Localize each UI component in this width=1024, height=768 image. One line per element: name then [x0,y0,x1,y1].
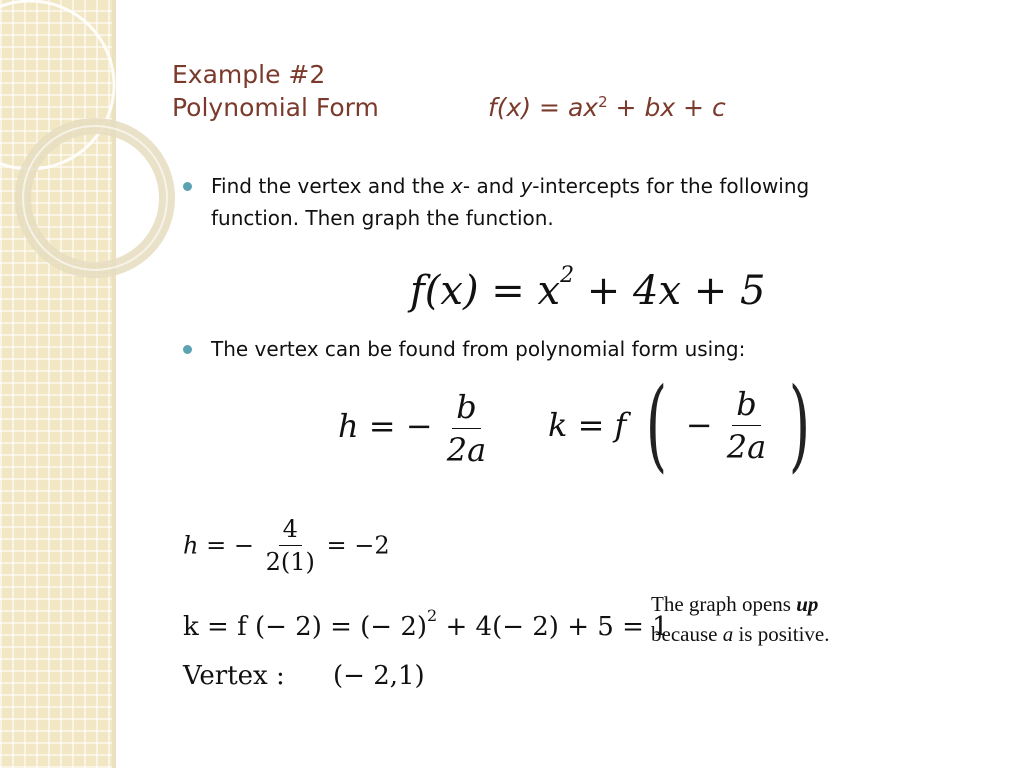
equation-rhs: + 4x + 5 [574,268,766,314]
bullet-text: -intercepts for the following [532,174,810,198]
note-text: is positive. [733,622,830,646]
bullet-dot [183,182,192,191]
fraction-denominator: 2a [446,431,487,469]
bullet-find-vertex [211,170,809,234]
bullet-vertex-formula [211,333,745,365]
title-func-prefix: f(x) = ax [488,93,599,122]
side-band-edge [112,0,116,768]
note-text: because [651,622,723,646]
bullet-var-y: y [520,174,533,198]
h-formula [338,388,490,469]
bullet-text: Find the vertex and the [211,174,452,198]
bullet-dot [183,345,192,354]
k-formula [548,366,819,483]
bullet-text: - and [462,174,521,198]
title-function [488,91,726,124]
k-calc-main: k = f (− 2) = (− 2) [183,612,428,642]
h-calc-fraction [262,515,319,576]
left-paren: ( [645,366,667,483]
equation-lhs: f(x) = x [410,268,561,314]
h-fraction [443,388,490,469]
k-computation [183,606,669,642]
title-func-suffix: + bx + c [607,93,726,122]
bullet-var-x: x [451,174,463,198]
h-calc-result: = −2 [326,531,390,560]
decorative-side-band [0,0,112,768]
k-fraction [723,385,770,466]
k-calc-exponent: 2 [427,606,438,625]
h-calc-numerator: 4 [279,515,302,546]
title-line-2: Polynomial Form [172,93,379,122]
slide-title [172,58,726,124]
bullet-text: The vertex can be found from polynomial form using: [211,337,746,361]
k-minus: − [685,406,713,444]
vertex-label: Vertex : [183,661,285,691]
equation-exponent: 2 [560,263,575,288]
vertex-result [183,661,425,691]
fraction-numerator: b [732,385,760,426]
bullet-text-line2: function. Then graph the function. [211,206,554,230]
note-emphasis-up: up [796,592,819,616]
h-computation [183,515,390,576]
h-formula-lhs: h = − [338,407,433,445]
vertex-value: (− 2,1) [333,661,425,691]
note-var-a: a [722,622,734,646]
graph-opens-note [651,589,829,649]
note-text: The graph opens [651,592,797,616]
right-paren: ) [789,366,811,483]
title-func-exponent: 2 [598,93,608,111]
main-equation [410,263,766,314]
fraction-denominator: 2a [726,427,767,466]
k-formula-lhs: k = f [548,406,627,444]
k-calc-rest: + 4(− 2) + 5 = 1 [437,612,669,642]
fraction-numerator: b [452,388,480,429]
title-line-1: Example #2 [172,60,326,89]
h-calc-denominator: 2(1) [265,548,315,576]
h-calc-lhs: h = − [183,531,254,560]
